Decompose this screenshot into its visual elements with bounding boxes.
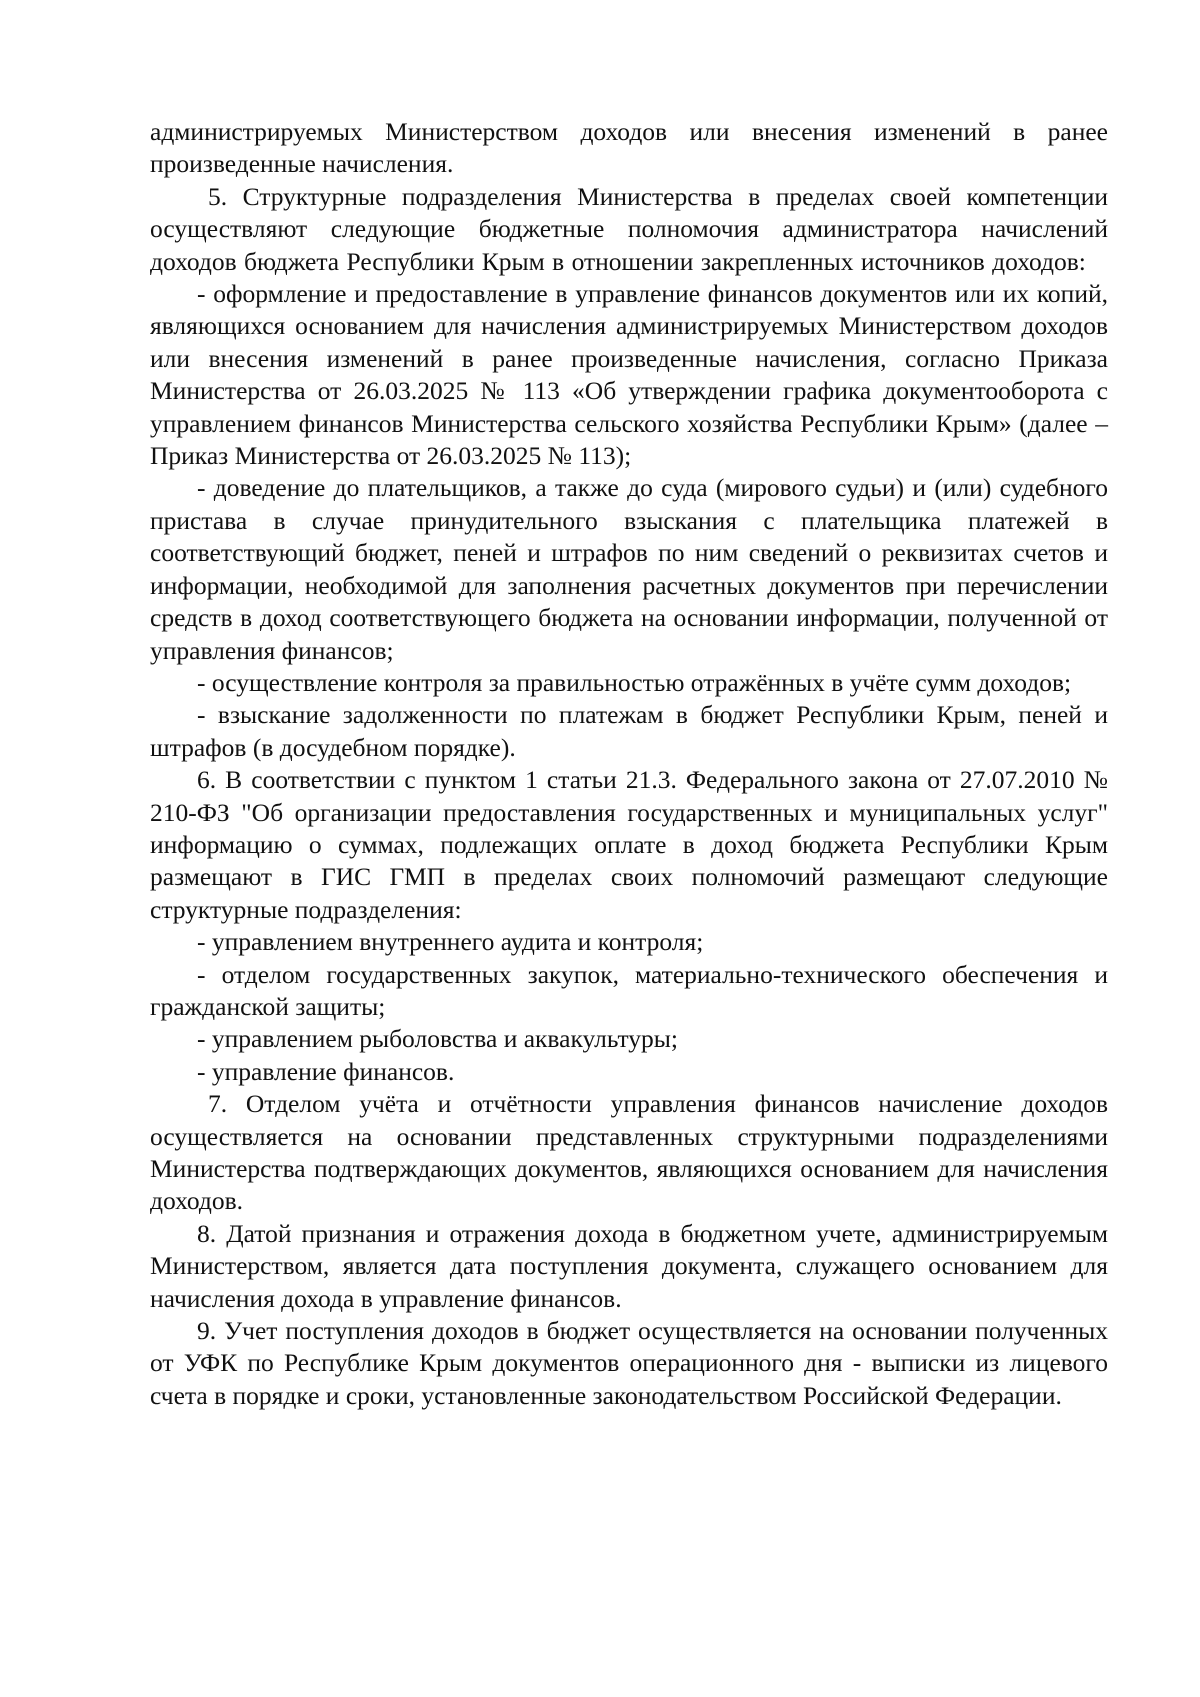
paragraph-bullet-documents: - оформление и предоставление в управление финансов документов или их копий, являющихся основанием для начисления администрируемых Министерством доходов или внесения изменений в ранее произведенные начисления, согласно Приказа Министерства от 26.03.2025 № 113 «Об утверждении графика документооборота с управлением финансов Министерства сельского хозяйства Республики Крым» (далее – Приказ Министерства от 26.03.2025 № 113); [150,279,1108,471]
paragraph-bullet-audit: - управлением внутреннего аудита и контроля; [197,927,704,957]
paragraph-bullet-notification: - доведение до плательщиков, а также до суда (мирового судьи) и (или) судебного пристава в случае принудительного взыскания с плательщика платежей в соответствующий бюджет, пеней и штрафов по ним сведений о реквизитах счетов и информации, необходимой для заполнения расчетных документов при перечислении средств в доход соответствующего бюджета на основании информации, полученной от управления финансов; [150,473,1108,665]
paragraph-bullet-procurement: - отделом государственных закупок, материально-технического обеспечения и гражданской защиты; [150,959,1108,1021]
paragraph-bullet-finance: - управление финансов. [197,1056,455,1086]
paragraph-bullet-debt-collection: - взыскание задолженности по платежам в бюджет Республики Крым, пеней и штрафов (в досудебном порядке). [150,700,1108,762]
paragraph-bullet-control: - осуществление контроля за правильностью отражённых в учёте сумм доходов; [197,667,1072,697]
paragraph-item-7: 7. Отделом учёта и отчётности управления финансов начисление доходов осуществляется на основании представленных структурными подразделениями Министерства подтверждающих документов, являющихся основанием для начисления доходов. [150,1089,1108,1216]
paragraph-item-6: 6. В соответствии с пунктом 1 статьи 21.3. Федерального закона от 27.07.2010 № 210-ФЗ "Об организации предоставления государственных и муниципальных услуг" информацию о суммах, подлежащих оплате в доход бюджета Республики Крым размещают в ГИС ГМП в пределах своих полномочий размещают следующие структурные подразделения: [150,765,1108,924]
paragraph-continuation: администрируемых Министерством доходов или внесения изменений в ранее произведенные начисления. [150,117,1108,179]
paragraph-item-9: 9. Учет поступления доходов в бюджет осуществляется на основании полученных от УФК по Республике Крым документов операционного дня - выписки из лицевого счета в порядке и сроки, установленные законодательством Российской Федерации. [150,1316,1108,1410]
paragraph-bullet-fisheries: - управлением рыболовства и аквакультуры; [197,1024,679,1054]
document-body [150,116,1108,1412]
paragraph-item-8: 8. Датой признания и отражения дохода в бюджетном учете, администрируемым Министерством, является дата поступления документа, служащего основанием для начисления дохода в управление финансов. [150,1218,1108,1313]
paragraph-item-5: 5. Структурные подразделения Министерства в пределах своей компетенции осуществляют следующие бюджетные полномочия администратора начислений доходов бюджета Республики Крым в отношении закрепленных источников доходов: [150,181,1108,276]
